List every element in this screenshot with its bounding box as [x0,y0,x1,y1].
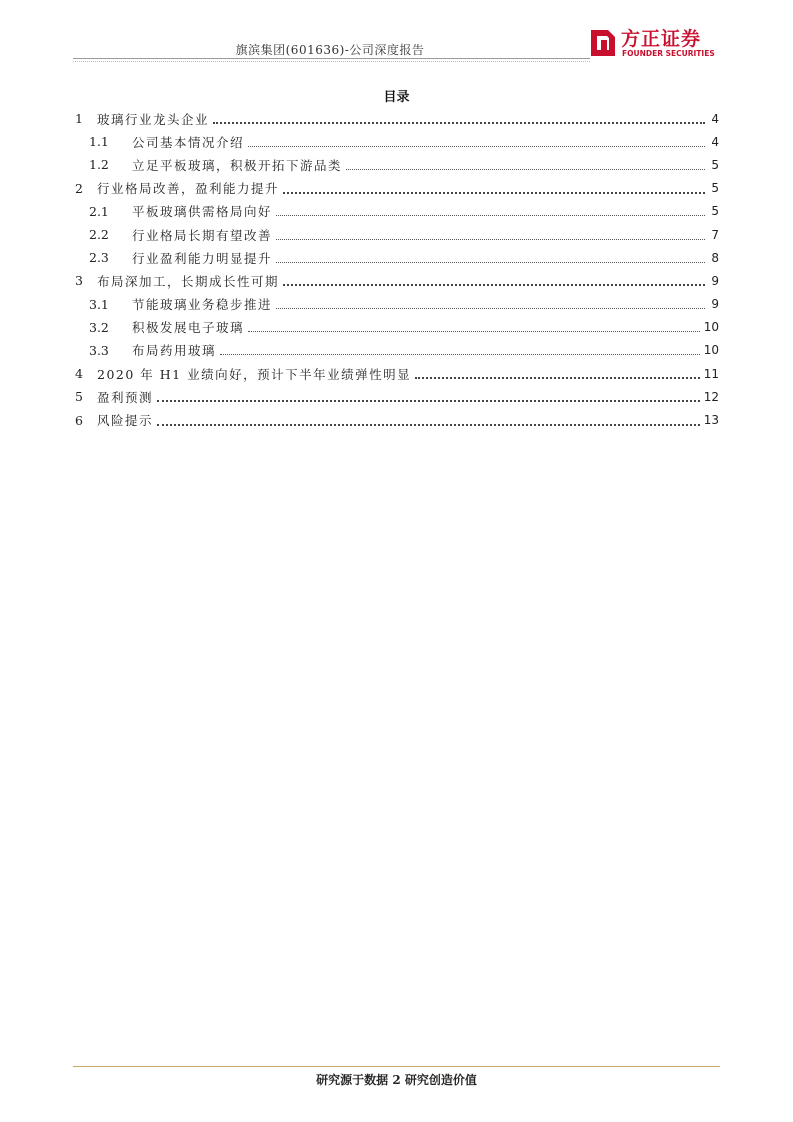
table-of-contents [75,107,719,432]
toc-leader-dots [415,376,700,379]
toc-entry-page: 12 [703,389,719,404]
toc-entry-title: 行业盈利能力明显提升 [132,250,273,266]
toc-leader-dots [248,330,700,332]
header-divider [73,58,590,59]
toc-entry-page: 4 [711,134,719,149]
founder-securities-logo [588,24,718,62]
toc-entry-number: 6 [75,412,83,428]
toc-entry-page: 11 [703,366,719,381]
toc-entry[interactable] [75,107,719,130]
toc-entry[interactable] [75,408,719,431]
toc-leader-dots [213,121,705,124]
toc-entry-page: 9 [711,297,719,312]
toc-leader-dots [276,307,705,309]
toc-leader-dots [276,214,705,216]
toc-entry-page: 10 [703,320,719,335]
header-divider-dotted [73,61,590,62]
toc-entry-number: 2 [75,180,83,196]
toc-leader-dots [157,399,700,402]
header-title: 旗滨集团(601636)-公司深度报告 [235,43,425,57]
toc-entry-page: 5 [711,181,719,196]
toc-entry[interactable] [75,223,719,246]
toc-entry-title: 公司基本情况介绍 [132,134,245,150]
founder-logo-icon [588,26,618,60]
toc-leader-dots [248,145,705,147]
logo-name: 方正证券 [621,28,702,50]
toc-entry-number: 2.3 [89,250,109,266]
toc-leader-dots [276,261,705,263]
toc-entry[interactable] [75,339,719,362]
toc-entry-page: 13 [703,413,719,428]
toc-entry-number: 3.2 [89,319,109,335]
toc-entry-page: 7 [711,227,719,242]
toc-title: 目录 [383,90,410,105]
toc-entry-title: 2020 年 H1 业绩向好，预计下半年业绩弹性明显 [97,366,412,382]
toc-entry-title: 行业格局长期有望改善 [132,227,273,243]
toc-leader-dots [220,353,700,355]
toc-entry-title: 玻璃行业龙头企业 [97,111,210,127]
toc-leader-dots [283,191,705,194]
toc-entry[interactable] [75,385,719,408]
toc-entry[interactable] [75,200,719,223]
toc-entry-title: 积极发展电子玻璃 [132,320,245,336]
toc-entry-number: 2.1 [89,203,109,219]
toc-entry-page: 5 [711,157,719,172]
footer-divider [73,1066,720,1067]
toc-entry-page: 4 [711,111,719,126]
toc-entry-number: 2.2 [89,227,109,243]
toc-entry[interactable] [75,316,719,339]
toc-entry[interactable] [75,177,719,200]
toc-entry[interactable] [75,362,719,385]
toc-entry[interactable] [75,269,719,292]
toc-entry-number: 3 [75,273,83,289]
toc-entry-number: 4 [75,366,83,382]
toc-entry-page: 9 [711,273,719,288]
toc-entry[interactable] [75,246,719,269]
toc-entry[interactable] [75,153,719,176]
toc-entry-title: 平板玻璃供需格局向好 [132,204,273,220]
toc-entry-number: 3.3 [89,342,109,358]
toc-entry-number: 1.1 [89,134,109,150]
logo-name-en: FOUNDER SECURITIES [622,49,715,58]
toc-entry-title: 布局深加工，长期成长性可期 [97,273,280,289]
toc-leader-dots [276,238,705,240]
toc-entry-title: 节能玻璃业务稳步推进 [132,297,273,313]
toc-leader-dots [346,168,705,170]
toc-leader-dots [157,423,700,426]
toc-entry-title: 盈利预测 [97,389,154,405]
toc-entry[interactable] [75,130,719,153]
footer-slogan: 研究源于数据 2 研究创造价值 [316,1073,477,1087]
toc-entry-page: 10 [703,343,719,358]
toc-entry-title: 布局药用玻璃 [132,343,217,359]
toc-entry-title: 风险提示 [97,413,154,429]
toc-entry-page: 5 [711,204,719,219]
toc-entry-number: 1.2 [89,157,109,173]
toc-entry-number: 1 [75,111,83,127]
toc-entry[interactable] [75,293,719,316]
toc-entry-number: 3.1 [89,296,109,312]
toc-entry-title: 行业格局改善，盈利能力提升 [97,181,280,197]
toc-entry-page: 8 [711,250,719,265]
toc-entry-number: 5 [75,389,83,405]
toc-leader-dots [283,283,705,286]
toc-entry-title: 立足平板玻璃，积极开拓下游品类 [132,157,343,173]
